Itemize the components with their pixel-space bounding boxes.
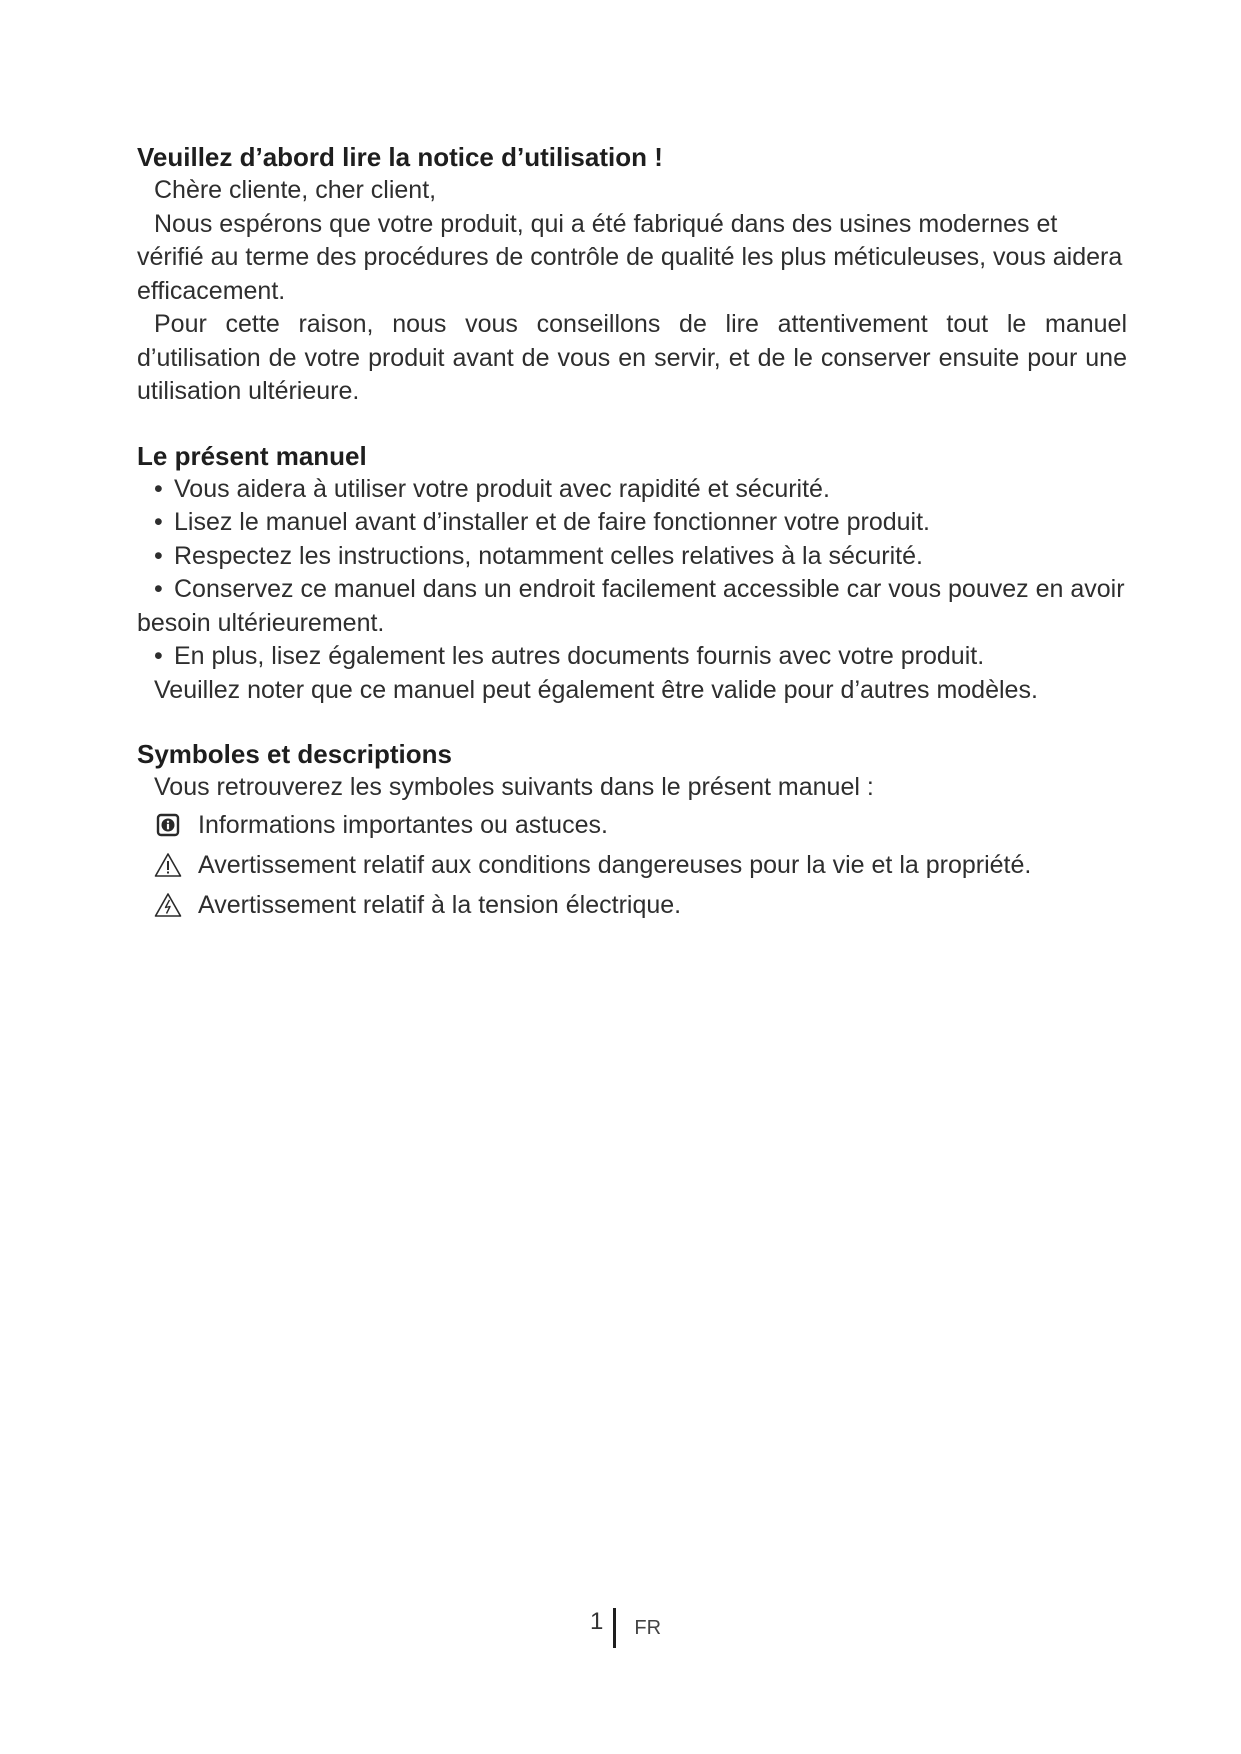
bullet-text: Vous aidera à utiliser votre produit avec rapidité et sécurité. (174, 474, 830, 503)
bullet-dot: • (154, 642, 163, 670)
symbols-heading: Symboles et descriptions (137, 739, 452, 769)
manual-bullet (137, 640, 1127, 674)
bullet-dot: • (154, 508, 163, 536)
page-footer (590, 1606, 661, 1650)
symbols-intro: Vous retrouverez les symboles suivants dans le présent manuel : (154, 773, 874, 801)
electric-warning-icon (154, 891, 182, 919)
bullet-text: Respectez les instructions, notamment celles relatives à la sécurité. (174, 541, 923, 570)
bullet-text: Lisez le manuel avant d’installer et de faire fonctionner votre produit. (174, 508, 930, 536)
symbol-description: Informations importantes ou astuces. (198, 810, 608, 839)
manual-note: Veuillez noter que ce manuel peut également être valide pour d’autres modèles. (154, 675, 1038, 704)
intro-heading: Veuillez d’abord lire la notice d’utilisation ! (137, 142, 663, 172)
bullet-dot: • (154, 474, 163, 503)
manual-bullet (137, 540, 1127, 574)
manual-bullet (137, 473, 1127, 507)
symbol-description: Avertissement relatif à la tension électrique. (198, 890, 682, 919)
warning-icon (154, 851, 182, 879)
bullet-dot: • (154, 541, 163, 570)
bullet-dot: • (154, 575, 163, 603)
manual-bullet (137, 573, 1127, 640)
language-code: FR (634, 1616, 662, 1639)
manual-heading: Le présent manuel (137, 440, 367, 471)
symbol-row-info (154, 805, 1127, 845)
document-page (137, 140, 1127, 925)
page-number: 1 (590, 1608, 604, 1635)
bullet-text: Conservez ce manuel dans un endroit facilement accessible car vous pouvez en avoir besoin ultérieurement. (137, 575, 1125, 637)
symbol-description: Avertissement relatif aux conditions dangereuses pour la vie et la propriété. (198, 850, 1032, 879)
footer-divider (613, 1608, 616, 1648)
intro-paragraph-2: Pour cette raison, nous vous conseillons de lire attentivement tout le manuel d’utilisation de votre produit avant de vous en servir, et de le conserver ensuite pour une utilisation ultérieure. (137, 310, 1127, 405)
intro-paragraph-1: Nous espérons que votre produit, qui a été fabriqué dans des usines modernes et vérifié au terme des procédures de contrôle de qualité les plus méticuleuses, vous aidera efficacement. (137, 209, 1123, 305)
greeting: Chère cliente, cher client, (154, 176, 437, 204)
symbol-row-warning (154, 845, 1127, 885)
bullet-text: En plus, lisez également les autres documents fournis avec votre produit. (174, 642, 985, 670)
manual-bullet (137, 506, 1127, 540)
symbol-row-electric (154, 885, 1127, 925)
info-icon (154, 811, 182, 839)
